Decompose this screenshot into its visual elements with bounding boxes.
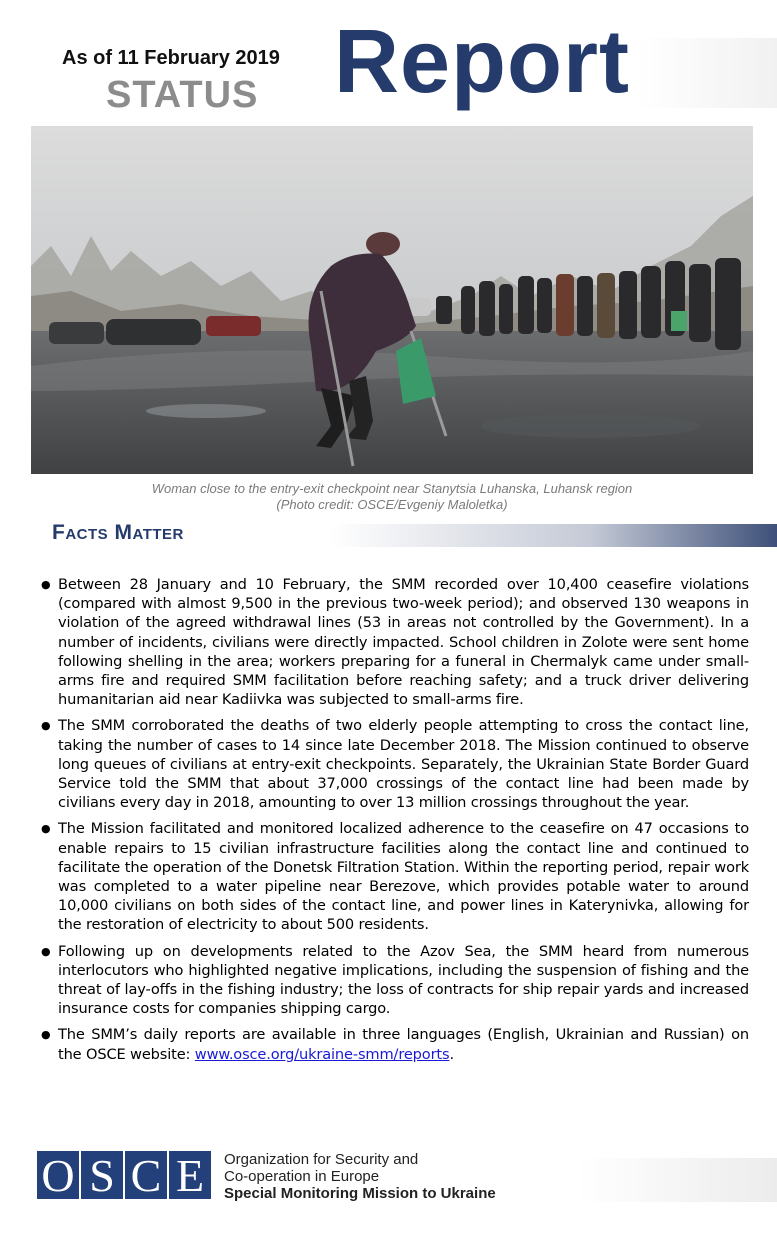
checkpoint-photo (31, 126, 753, 474)
status-label: STATUS (106, 74, 259, 116)
bullet-icon: ● (41, 578, 51, 591)
osce-logo (37, 1151, 211, 1199)
logo-letter-c: C (125, 1151, 167, 1199)
logo-letter-e: E (169, 1151, 211, 1199)
header-gradient (637, 38, 777, 108)
bullet-icon: ● (41, 719, 51, 733)
facts-list (40, 575, 749, 1071)
org-line: Co-operation in Europe (224, 1168, 380, 1185)
logo-letter-s: S (81, 1151, 123, 1199)
facts-title: Facts Matter (52, 521, 184, 544)
bullet-text: The Mission facilitated and monitored localized adherence to the ceasefire on 47 occasions to enable repairs to 15 civilian infrastructure facilities along the contact line and continued to facilitate the operation of the Donetsk Filtration Station. Within the reporting period, repair work was completed to a water pipeline near Berezove, which provides potable water to around 10,000 civilians on both sides of the contact line, and power lines in Katerynivka, allowing for the restoration of electricity to about 500 residents. (58, 820, 749, 934)
organization-name (224, 1151, 496, 1202)
reports-link[interactable]: www.osce.org/ukraine-smm/reports (194, 1045, 450, 1063)
caption-credit: (Photo credit: OSCE/Evgeniy Maloletka) (276, 497, 508, 512)
list-item (40, 716, 749, 812)
list-item (40, 819, 749, 934)
list-item (40, 942, 749, 1019)
bullet-end: . (449, 1045, 454, 1063)
logo-letter-o: O (37, 1151, 79, 1199)
photo-caption (31, 481, 753, 513)
caption-line: Woman close to the entry-exit checkpoint near Stanytsia Luhanska, Luhansk region (151, 481, 633, 496)
bullet-icon: ● (41, 944, 51, 958)
bullet-text: Following up on developments related to the Azov Sea, the SMM heard from numerous interlocutors who highlighted negative implications, including the suspension of fishing and the threat of lay-offs in the fishing industry; the loss of contracts for ship repair yards and increased insurance costs for companies shipping cargo. (58, 942, 749, 1018)
report-title: Report (334, 12, 630, 112)
list-item (40, 1025, 749, 1063)
report-date: As of 11 February 2019 (62, 47, 280, 69)
org-line: Organization for Security and (224, 1151, 419, 1168)
footer-gradient (577, 1158, 777, 1202)
bullet-text: The SMM’s daily reports are available in three languages (English, Ukrainian and Russian) on the OSCE website: (58, 1026, 749, 1063)
bullet-text: The SMM corroborated the deaths of two elderly people attempting to cross the contact line, taking the number of cases to 14 since late December 2018. The Mission continued to observe long queues of civilians at entry-exit checkpoints. Separately, the Ukrainian State Border Guard Service told the SMM that about 37,000 crossings of the contact line had been made by civilians every day in 2018, amounting to over 13 million crossings throughout the year. (58, 717, 749, 812)
bullet-icon: ● (41, 822, 51, 836)
mission-name: Special Monitoring Mission to Ukraine (224, 1185, 496, 1202)
list-item (40, 575, 749, 709)
bullet-icon: ● (41, 1028, 51, 1042)
bullet-text: Between 28 January and 10 February, the SMM recorded over 10,400 ceasefire violations (compared with almost 9,500 in the previous two-week period); and observed 130 weapons in violation of the agreed withdrawal lines (53 in areas not controlled by the Government). In a number of incidents, civilians were directly impacted. School children in Zolote were sent home following shelling in the area; workers preparing for a funeral in Chermalyk came under small-arms fire and required SMM facilitation before reaching safety; and a truck driver delivering humanitarian aid near Kadiivka was subjected to small-arms fire. (58, 576, 749, 709)
